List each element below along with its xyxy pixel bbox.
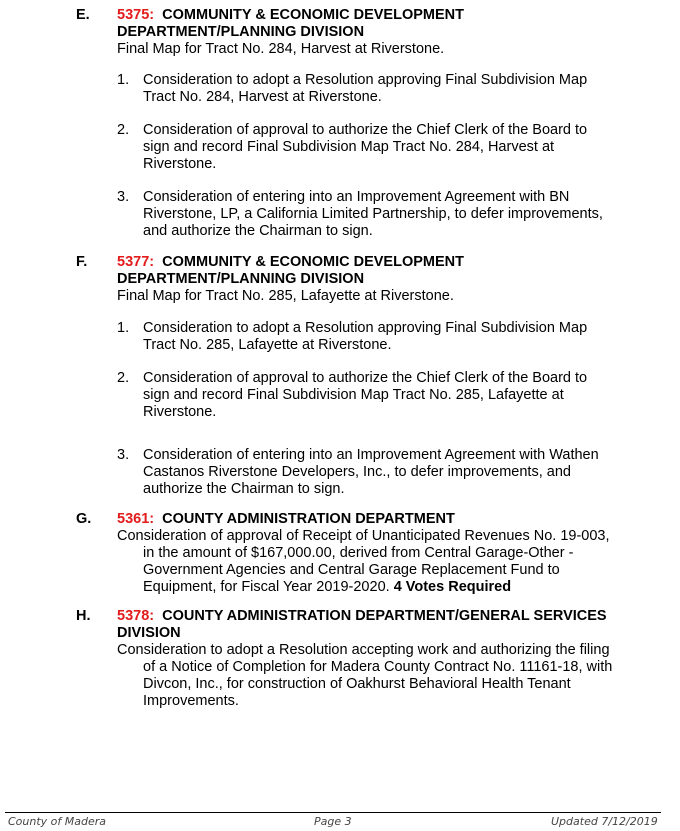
department-line-1: COMMUNITY & ECONOMIC DEVELOPMENT <box>162 7 464 23</box>
item-description: Final Map for Tract No. 285, Lafayette at Riverstone. <box>117 288 454 304</box>
item-letter: E. <box>76 7 90 23</box>
item-number: 5361: <box>117 511 155 527</box>
department-line-1: COUNTY ADMINISTRATION DEPARTMENT/GENERAL SERVICES <box>162 608 607 624</box>
votes-required-note: 4 Votes Required <box>393 579 512 595</box>
sub-item-text: Consideration to adopt a Resolution approving Final Subdivision Map Tract No. 285, Lafayette at Riverstone. <box>143 320 588 353</box>
sub-item-number: 1. <box>117 72 130 88</box>
item-header <box>117 511 617 596</box>
item-description: Final Map for Tract No. 284, Harvest at Riverstone. <box>117 41 445 57</box>
footer-county: County of Madera <box>8 815 107 828</box>
sub-item-text: Consideration of approval to authorize the Chief Clerk of the Board to sign and record Final Subdivision Map Tract No. 285, Lafayette at Riverstone. <box>143 370 588 420</box>
item-description: Consideration of approval of Receipt of Unanticipated Revenues No. 19-003, in the amount of $167,000.00, derived from Central Garage-Other - Government Agencies and Central Garage Replacement Fund to Equipment, for Fiscal Year 2019-2020. 4 Votes Required <box>117 528 610 595</box>
item-letter: G. <box>76 511 92 527</box>
item-number: 5378: <box>117 608 155 624</box>
footer-page-number: Page 3 <box>314 815 352 828</box>
sub-item-text: Consideration to adopt a Resolution approving Final Subdivision Map Tract No. 284, Harvest at Riverstone. <box>143 72 588 105</box>
sub-item-number: 2. <box>117 122 130 138</box>
department-line-2: DEPARTMENT/PLANNING DIVISION <box>117 24 365 40</box>
footer-updated-date: Updated 7/12/2019 <box>551 815 658 828</box>
item-header <box>117 254 617 305</box>
footer-divider <box>5 812 661 813</box>
department-line-1: COUNTY ADMINISTRATION DEPARTMENT <box>162 511 455 527</box>
sub-item-number: 1. <box>117 320 130 336</box>
sub-item-text: Consideration of entering into an Improvement Agreement with BN Riverstone, LP, a California Limited Partnership, to defer improvements, and authorize the Chairman to sign. <box>143 189 603 239</box>
item-number: 5377: <box>117 254 155 270</box>
sub-item-text: Consideration of entering into an Improvement Agreement with Wathen Castanos Riverstone Developers, Inc., to defer improvements, and authorize the Chairman to sign. <box>143 447 599 497</box>
item-letter: H. <box>76 608 91 624</box>
sub-item-number: 2. <box>117 370 130 386</box>
item-number: 5375: <box>117 7 155 23</box>
sub-item-number: 3. <box>117 189 130 205</box>
department-line-2: DEPARTMENT/PLANNING DIVISION <box>117 271 365 287</box>
department-line-2: DIVISION <box>117 625 181 641</box>
item-letter: F. <box>76 254 88 270</box>
item-header <box>117 7 617 58</box>
item-header <box>117 608 637 710</box>
sub-item-text: Consideration of approval to authorize the Chief Clerk of the Board to sign and record Final Subdivision Map Tract No. 284, Harvest at Riverstone. <box>143 122 588 172</box>
sub-item-number: 3. <box>117 447 130 463</box>
department-line-1: COMMUNITY & ECONOMIC DEVELOPMENT <box>162 254 464 270</box>
item-description: Consideration to adopt a Resolution accepting work and authorizing the filing of a Notice of Completion for Madera County Contract No. 11161-18, with Divcon, Inc., for construction of Oakhurst Behavioral Health Tenant Improvements. <box>117 642 613 709</box>
